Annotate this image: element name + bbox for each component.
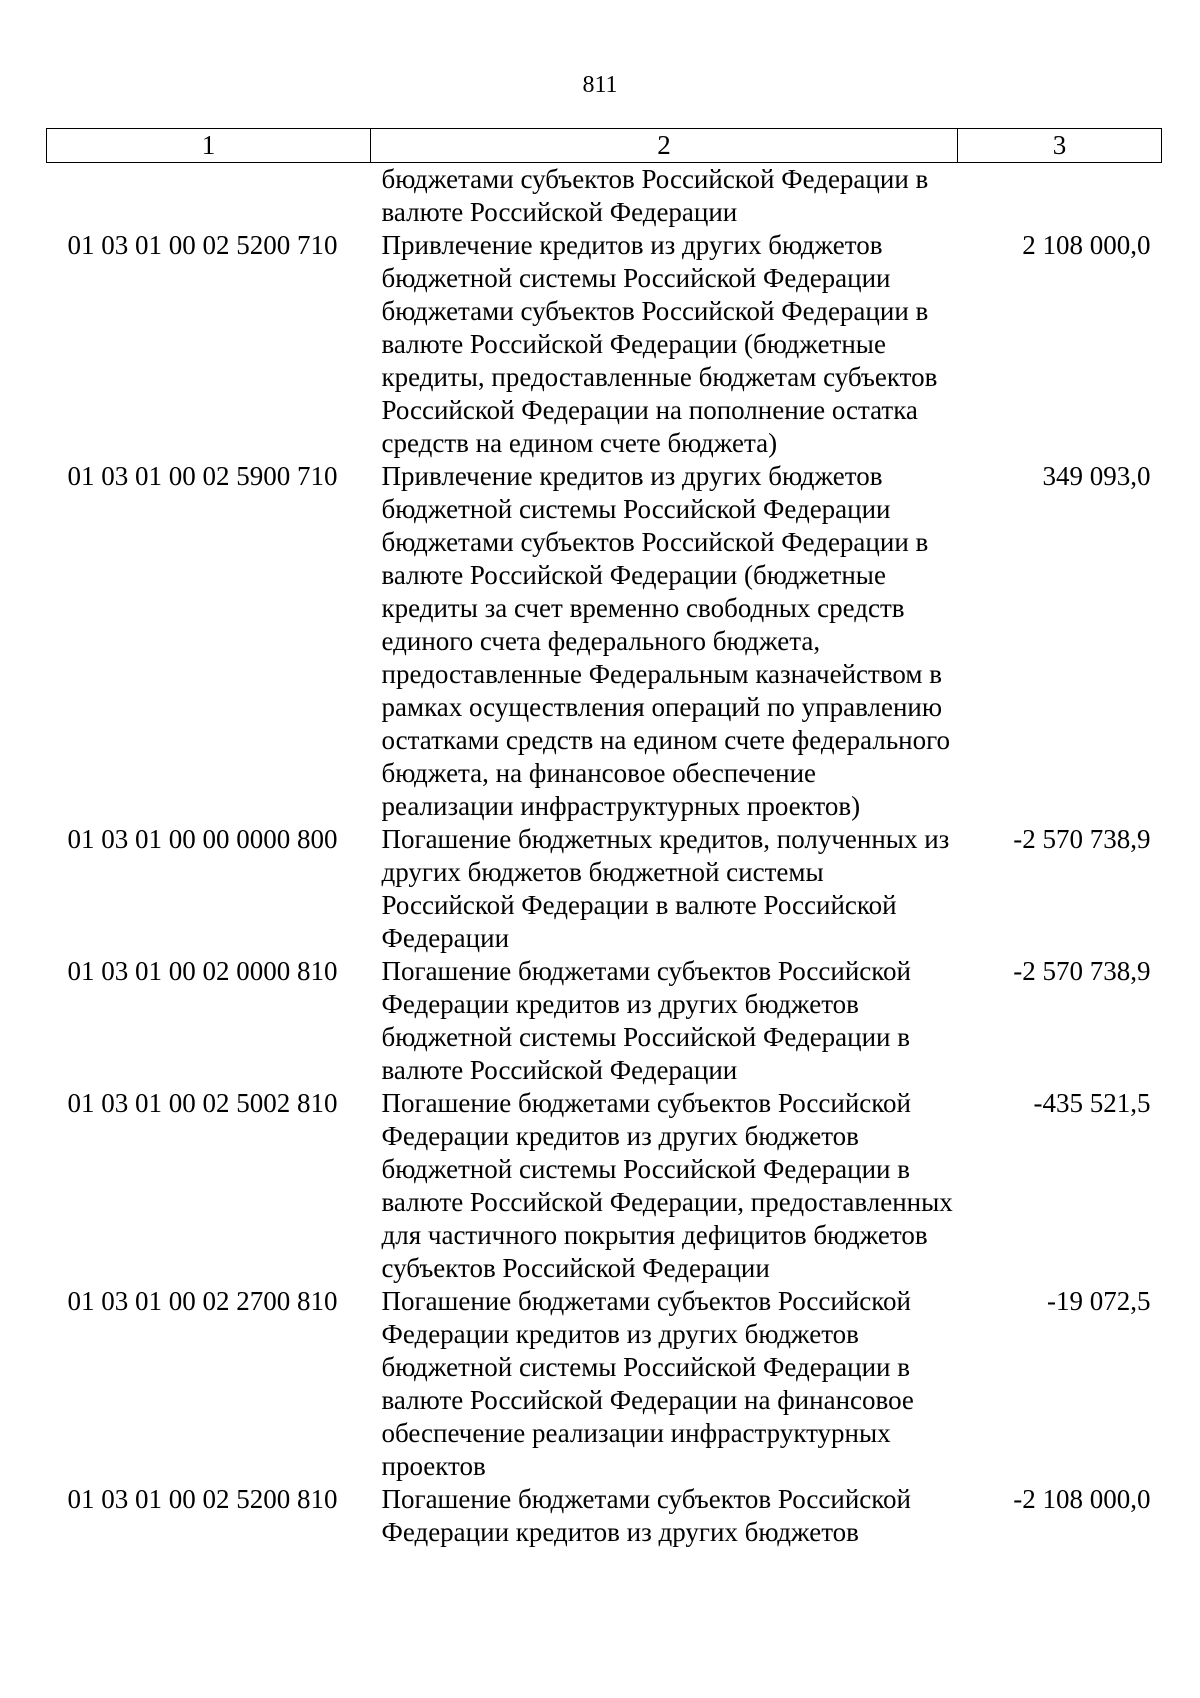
row-code: 01 03 01 00 02 5200 710 — [67, 230, 338, 260]
column-header-3: 3 — [958, 129, 1162, 163]
row-description: бюджетами субъектов Российской Федерации в валюте Российской Федерации — [381, 164, 929, 227]
row-code: 01 03 01 00 02 0000 810 — [67, 956, 338, 986]
row-amount: -19 072,5 — [1047, 1286, 1151, 1316]
row-code: 01 03 01 00 00 0000 800 — [67, 824, 338, 854]
row-description: Погашение бюджетами субъектов Российской Федерации кредитов из других бюджетов — [381, 1484, 911, 1547]
row-code: 01 03 01 00 02 2700 810 — [67, 1286, 338, 1316]
row-code: 01 03 01 00 02 5900 710 — [67, 461, 338, 491]
table-row — [47, 823, 1162, 955]
table-row — [47, 1087, 1162, 1285]
row-code: 01 03 01 00 02 5200 810 — [67, 1484, 338, 1514]
table-row — [47, 955, 1162, 1087]
page-number: 811 — [582, 72, 618, 98]
row-amount: 349 093,0 — [1042, 461, 1151, 491]
table-header-row — [47, 129, 1162, 163]
row-code: 01 03 01 00 02 5002 810 — [67, 1088, 338, 1118]
row-description: Привлечение кредитов из других бюджетов бюджетной системы Российской Федерации бюджетами субъектов Российской Федерации в валюте Российской Федерации (бюджетные кредиты за счет временно свободных средств единого счета федерального бюджета, предоставленные Федеральным казначейством в рамках осуществления операций по управлению остатками средств на едином счете федерального бюджета, на финансовое обеспечение реализации инфраструктурных проектов) — [381, 461, 950, 821]
row-code — [47, 163, 371, 230]
row-description: Погашение бюджетами субъектов Российской Федерации кредитов из других бюджетов бюджетной системы Российской Федерации в валюте Российской Федерации на финансовое обеспечение реализации инфраструктурных проектов — [381, 1286, 914, 1481]
column-header-2: 2 — [371, 129, 958, 163]
table-row — [47, 1483, 1162, 1549]
row-description: Погашение бюджетных кредитов, полученных из других бюджетов бюджетной системы Российской Федерации в валюте Российской Федерации — [381, 824, 950, 953]
row-amount: 2 108 000,0 — [1022, 230, 1151, 260]
row-amount: -2 108 000,0 — [1013, 1484, 1151, 1514]
table-row — [47, 1285, 1162, 1483]
table-row — [47, 460, 1162, 823]
row-amount: -2 570 738,9 — [1013, 824, 1151, 854]
budget-table — [46, 128, 1162, 1549]
row-description: Погашение бюджетами субъектов Российской Федерации кредитов из других бюджетов бюджетной системы Российской Федерации в валюте Российской Федерации, предоставленных для частичного покрытия дефицитов бюджетов субъектов Российской Федерации — [381, 1088, 953, 1283]
row-amount: -2 570 738,9 — [1013, 956, 1151, 986]
row-description: Погашение бюджетами субъектов Российской Федерации кредитов из других бюджетов бюджетной системы Российской Федерации в валюте Российской Федерации — [381, 956, 911, 1085]
row-amount: -435 521,5 — [1033, 1088, 1151, 1118]
table-row — [47, 163, 1162, 230]
row-description: Привлечение кредитов из других бюджетов бюджетной системы Российской Федерации бюджетами субъектов Российской Федерации в валюте Российской Федерации (бюджетные кредиты, предоставленные бюджетам субъектов Российской Федерации на пополнение остатка средств на едином счете бюджета) — [381, 230, 938, 458]
column-header-1: 1 — [47, 129, 371, 163]
row-amount — [958, 163, 1162, 230]
table-row — [47, 229, 1162, 460]
